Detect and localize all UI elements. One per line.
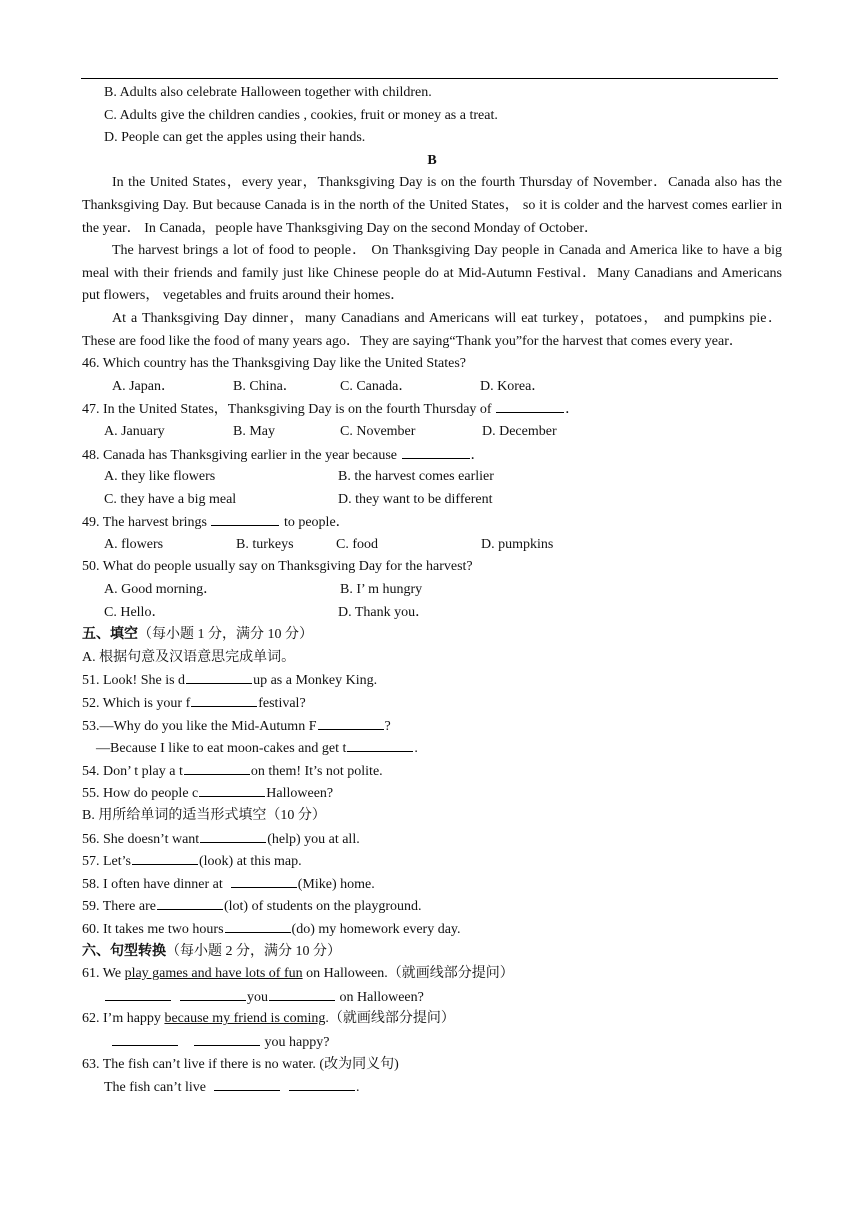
question-61-answer [82, 986, 782, 1009]
answer-blank[interactable] [105, 986, 171, 1001]
worksheet-page [82, 82, 782, 1099]
question-48-stem [82, 444, 782, 467]
question-57 [82, 850, 782, 873]
question-53-text: 53.—Why do you like the Mid-Autumn F [82, 718, 317, 734]
question-62-end: .（就画线部分提问） [325, 1011, 455, 1027]
question-63-answer-text: The fish can’t live [104, 1080, 210, 1096]
question-61-end: on Halloween.（就画线部分提问） [302, 966, 514, 982]
option-c[interactable]: C. Canada． [340, 378, 413, 394]
prev-option-c: C. Adults give the children candies , cookies, fruit or money as a treat. [104, 107, 498, 123]
answer-blank[interactable] [289, 1076, 355, 1091]
question-61-answer-end: on Halloween? [336, 989, 424, 1005]
passage-b-heading: B [427, 152, 437, 168]
option-c[interactable]: C. Hello． [104, 604, 166, 620]
answer-blank[interactable] [191, 692, 257, 707]
answer-blank[interactable] [200, 828, 266, 843]
answer-blank[interactable] [132, 850, 198, 865]
question-50-options-row-1 [82, 579, 782, 602]
section-5-note: （每小题 1 分，满分 10 分） [138, 627, 313, 643]
question-51 [82, 669, 782, 692]
option-a[interactable]: A. January [104, 423, 165, 439]
option-d[interactable]: D. pumpkins [481, 536, 554, 552]
option-a[interactable]: A. Japan． [112, 378, 175, 394]
section-5-part-a: A. 根据句意及汉语意思完成单词。 [82, 649, 296, 665]
question-47-stem-end: ． [565, 402, 580, 418]
question-50-stem: 50. What do people usually say on Thanksgiving Day for the harvest? [82, 559, 473, 575]
answer-blank[interactable] [112, 1031, 178, 1046]
section-5-part-b: B. 用所给单词的适当形式填空（10 分） [82, 808, 326, 823]
question-48-stem-end: ． [470, 447, 485, 463]
question-60-text: 60. It takes me two hours [82, 921, 224, 937]
question-62-answer-end: you happy? [261, 1034, 330, 1050]
question-52-end: festival? [258, 696, 306, 712]
answer-blank[interactable] [184, 760, 250, 775]
question-48-options-row-2 [82, 489, 782, 512]
question-61-text: 61. We [82, 966, 125, 982]
option-b[interactable]: B. China． [233, 378, 297, 394]
prev-option-d: D. People can get the apples using their hands. [104, 130, 366, 146]
option-b[interactable]: B. I’ m hungry [340, 582, 423, 598]
option-d[interactable]: D. Korea． [480, 378, 546, 394]
question-60-end: (do) my homework every day. [291, 921, 461, 937]
answer-blank[interactable] [318, 715, 384, 730]
header-rule [81, 78, 778, 79]
question-54-end: on them! It’s not polite. [250, 763, 383, 779]
question-61-answer-mid: you [247, 989, 268, 1005]
question-49-stem-text: 49. The harvest brings [82, 515, 211, 531]
passage-b-paragraph-1: In the United States，every year，Thanksgiving Day is on the fourth Thursday of November．Canada also has the Thanksgiving Day. But because Canada is in the north of the United States， so it is colder and the harvest comes earlier in the year． In Canada，people have Thanksgiving Day on the second Monday of October． [82, 175, 782, 236]
section-5-title: 五、填空 [82, 627, 138, 643]
answer-blank[interactable] [186, 669, 252, 684]
answer-blank[interactable] [347, 737, 413, 752]
option-c[interactable]: C. food [336, 536, 378, 552]
option-d[interactable]: D. they want to be different [338, 491, 493, 507]
question-53-reply-text: —Because I like to eat moon-cakes and get t [96, 741, 347, 757]
question-47-stem [82, 398, 782, 421]
answer-blank[interactable] [402, 444, 470, 459]
answer-blank[interactable] [194, 1031, 260, 1046]
section-6-note: （每小题 2 分，满分 10 分） [166, 943, 341, 959]
question-51-text: 51. Look! She is d [82, 673, 186, 689]
question-55-text: 55. How do people c [82, 786, 199, 802]
question-58-text: 58. I often have dinner at [82, 876, 230, 892]
underlined-phrase: play games and have lots of fun [124, 966, 303, 982]
question-47-stem-text: 47. In the United States，Thanksgiving Day is on the fourth Thursday of [82, 402, 496, 418]
question-53 [82, 715, 782, 738]
passage-b-paragraph-2: The harvest brings a lot of food to people． On Thanksgiving Day people in Canada and America like to have a big meal with their friends and family just like Chinese people do at Mid-Autumn Festival．Many Canadians and Americans put flowers， vegetables and fruits around their homes． [82, 243, 782, 304]
question-53-end: ? [384, 718, 391, 734]
option-b[interactable]: B. May [233, 423, 275, 439]
underlined-phrase: because my friend is coming [164, 1011, 326, 1027]
option-a[interactable]: A. Good morning． [104, 582, 218, 598]
question-49-stem-end: to people． [280, 515, 350, 531]
question-56-end: (help) you at all. [267, 831, 360, 847]
question-63-answer [82, 1076, 782, 1099]
question-49-options [82, 534, 782, 557]
question-59-end: (lot) of students on the playground. [223, 899, 422, 915]
question-48-stem-text: 48. Canada has Thanksgiving earlier in the year because [82, 447, 401, 463]
passage-b-paragraph-3: At a Thanksgiving Day dinner，many Canadians and Americans will eat turkey，potatoes， and pumpkins pie．These are food like the food of many years ago．They are saying“Thank you”for the harvest that comes every year． [82, 310, 782, 349]
question-54-text: 54. Don’ t play a t [82, 763, 183, 779]
option-d[interactable]: D. December [482, 423, 557, 439]
section-5-heading [82, 624, 782, 647]
question-52 [82, 692, 782, 715]
question-59 [82, 895, 782, 918]
question-56-text: 56. She doesn’t want [82, 831, 200, 847]
question-57-text: 57. Let’s [82, 854, 131, 870]
option-d[interactable]: D. Thank you． [338, 604, 430, 620]
option-c[interactable]: C. November [340, 423, 416, 439]
question-56 [82, 828, 782, 851]
question-55-end: Halloween? [266, 786, 334, 802]
answer-blank[interactable] [211, 511, 279, 526]
question-46-stem: 46. Which country has the Thanksgiving Day like the United States? [82, 356, 467, 372]
answer-blank[interactable] [199, 782, 265, 797]
question-54 [82, 760, 782, 783]
question-59-text: 59. There are [82, 899, 156, 915]
option-a[interactable]: A. flowers [104, 536, 164, 552]
question-60 [82, 918, 782, 941]
answer-blank[interactable] [269, 986, 335, 1001]
question-47-options [82, 421, 782, 444]
question-63: 63. The fish can’t live if there is no water. (改为同义句) [82, 1056, 399, 1072]
section-6-title: 六、句型转换 [82, 943, 166, 959]
option-b[interactable]: B. the harvest comes earlier [338, 469, 494, 485]
answer-blank[interactable] [225, 918, 291, 933]
question-57-end: (look) at this map. [199, 854, 302, 870]
question-53-reply [82, 737, 782, 760]
answer-blank[interactable] [231, 873, 297, 888]
question-53-reply-end: . [414, 741, 418, 757]
option-b[interactable]: B. turkeys [236, 536, 294, 552]
question-50-options-row-2 [82, 602, 782, 625]
question-58-end: (Mike) home. [297, 876, 375, 892]
question-63-answer-end: . [356, 1080, 360, 1096]
question-49-stem [82, 511, 782, 534]
question-58 [82, 873, 782, 896]
question-51-end: up as a Monkey King. [253, 673, 378, 689]
question-48-options-row-1 [82, 466, 782, 489]
question-62-answer [82, 1031, 782, 1054]
option-a[interactable]: A. they like flowers [104, 469, 216, 485]
answer-blank[interactable] [214, 1076, 280, 1091]
answer-blank[interactable] [180, 986, 246, 1001]
section-6-heading [82, 941, 782, 964]
prev-option-b: B. Adults also celebrate Halloween together with children. [104, 85, 432, 100]
question-55 [82, 782, 782, 805]
option-c[interactable]: C. they have a big meal [104, 491, 237, 507]
question-52-text: 52. Which is your f [82, 696, 191, 712]
question-61 [82, 963, 782, 986]
question-62 [82, 1008, 782, 1031]
answer-blank[interactable] [157, 895, 223, 910]
answer-blank[interactable] [496, 398, 564, 413]
question-46-options [82, 376, 782, 399]
question-62-text: 62. I’m happy [82, 1011, 165, 1027]
